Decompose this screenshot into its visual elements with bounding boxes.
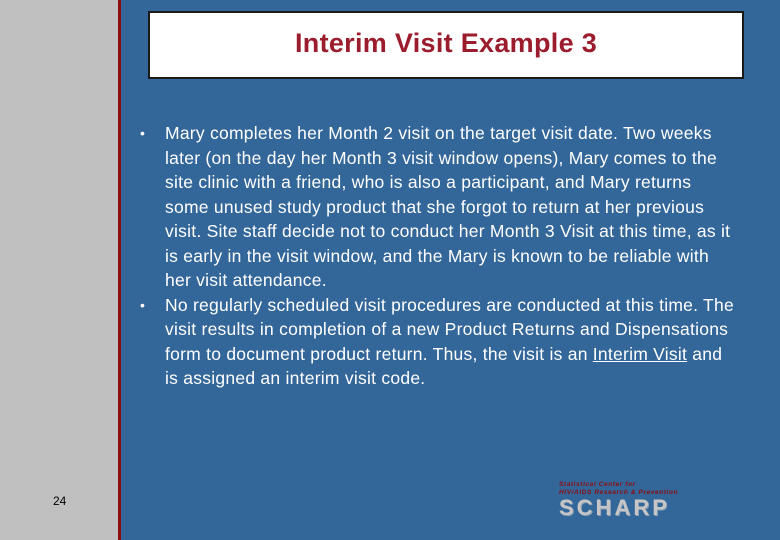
bullet-list — [138, 121, 738, 391]
page-number: 24 — [53, 494, 67, 508]
bullet-item — [138, 121, 738, 293]
bullet-item — [138, 293, 738, 391]
slide-title: Interim Visit Example 3 — [294, 27, 598, 58]
logo-line-1: Statistical Center for — [559, 481, 636, 488]
bullet-text: Mary completes her Month 2 visit on the target visit date. Two weeks later (on the day her Month 3 visit window opens), Mary comes to the site clinic with a friend, who is also a participant, and Mary returns some unused study product that she forgot to return at her previous visit. Site staff decide not to conduct her Month 3 Visit at this time, as it is early in the visit window, and the Mary is known to be reliable with her visit attendance. — [165, 123, 731, 290]
scharp-logo — [559, 481, 745, 520]
divider-line — [118, 0, 121, 540]
interim-visit-term: Interim Visit — [592, 343, 688, 364]
bullet-icon: • — [140, 296, 146, 313]
title-box — [148, 11, 744, 79]
bullet-text-after: and is assigned an interim visit code. — [165, 343, 723, 388]
bullet-icon: • — [140, 125, 146, 141]
logo-wordmark: SCHARP — [559, 495, 670, 520]
logo-line-2: HIV/AIDS Research & Prevention — [559, 488, 679, 496]
left-panel — [0, 0, 118, 540]
bullet-text-before: No regularly scheduled visit procedures are conducted at this time. The visit results in completion of a new Product Returns and Dispensations form to document product return. Thus, the visit is an — [165, 294, 734, 364]
